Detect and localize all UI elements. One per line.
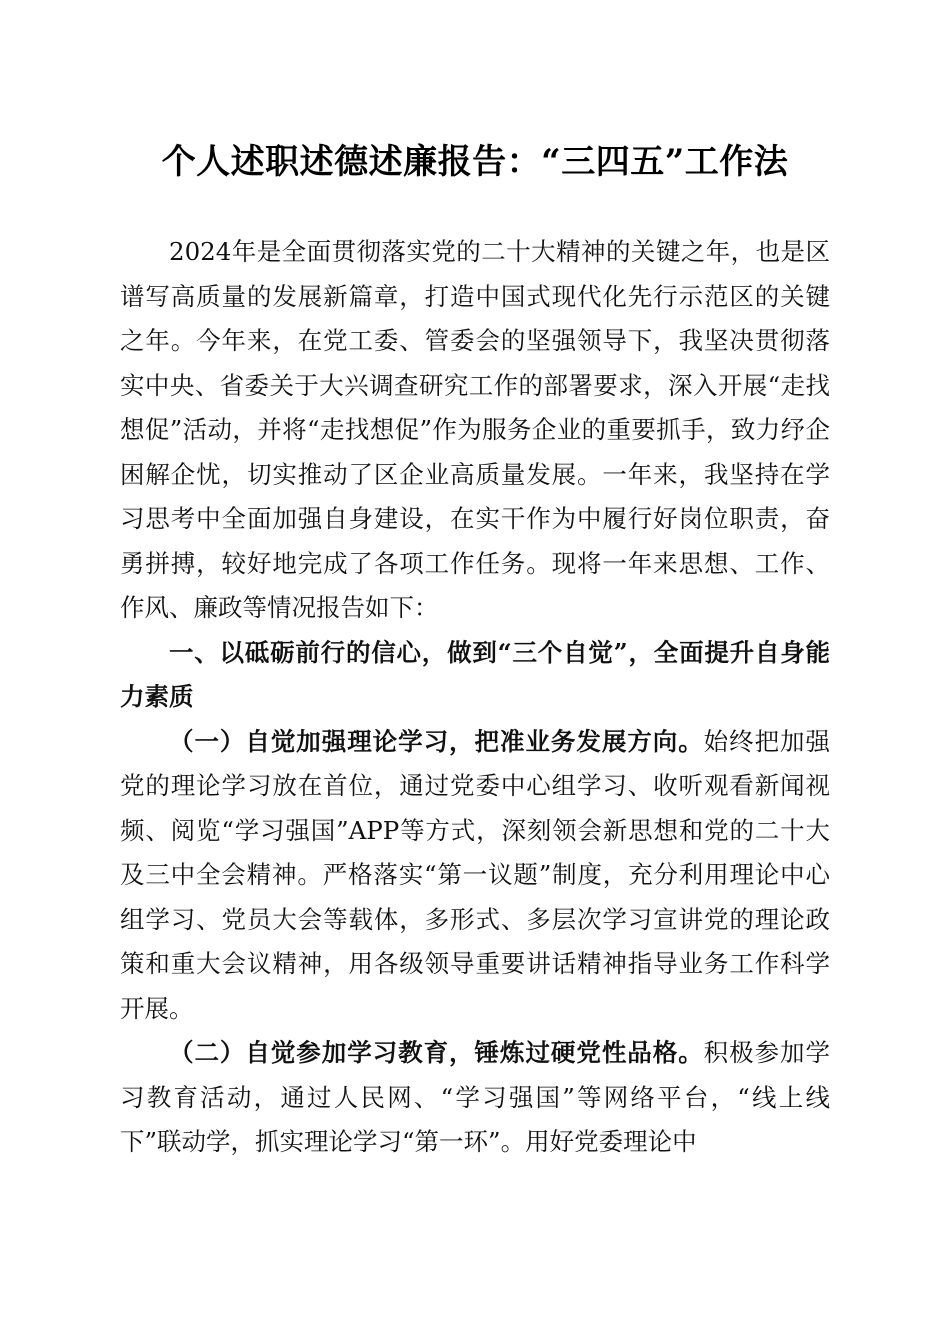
- item-paragraph-1: [120, 720, 830, 1032]
- item-heading-2: （二）自觉参加学习教育，锤炼过硬党性品格。: [169, 1038, 704, 1067]
- item-paragraph-2: [120, 1031, 830, 1165]
- item-heading-1: （一）自觉加强理论学习，把准业务发展方向。: [169, 726, 704, 756]
- item-text-2: 积极参加学习教育活动，通过人民网、“学习强国”等网络平台，“线上线下”联动学，抓实理论学习“第一环”。用好党委理论中: [120, 1038, 831, 1156]
- item-text-1: 始终把加强党的理论学习放在首位，通过党委中心组学习、收听观看新闻视频、阅览“学习强国”APP等方式，深刻领会新思想和党的二十大及三中全会精神。严格落实“第一议题”制度，充分利用理论中心组学习、党员大会等载体，多形式、多层次学习宣讲党的理论政策和重大会议精神，用各级领导重要讲话精神指导业务工作科学开展。: [120, 726, 831, 1023]
- document-body: [120, 230, 830, 1165]
- intro-paragraph: 2024年是全面贯彻落实党的二十大精神的关键之年，也是区谱写高质量的发展新篇章，打造中国式现代化先行示范区的关键之年。今年来，在党工委、管委会的坚强领导下，我坚决贯彻落实中央、省委关于大兴调查研究工作的部署要求，深入开展“走找想促”活动，并将“走找想促”作为服务企业的重要抓手，致力纾企困解企忧，切实推动了区企业高质量发展。一年来，我坚持在学习思考中全面加强自身建设，在实干作为中履行好岗位职责，奋勇拼搏，较好地完成了各项工作任务。现将一年来思想、工作、作风、廉政等情况报告如下：: [120, 237, 830, 622]
- document-title: 个人述职述德述廉报告：“三四五”工作法: [161, 142, 789, 182]
- section-heading: 一、以砥砺前行的信心，做到“三个自觉”，全面提升自身能力素质: [120, 637, 830, 711]
